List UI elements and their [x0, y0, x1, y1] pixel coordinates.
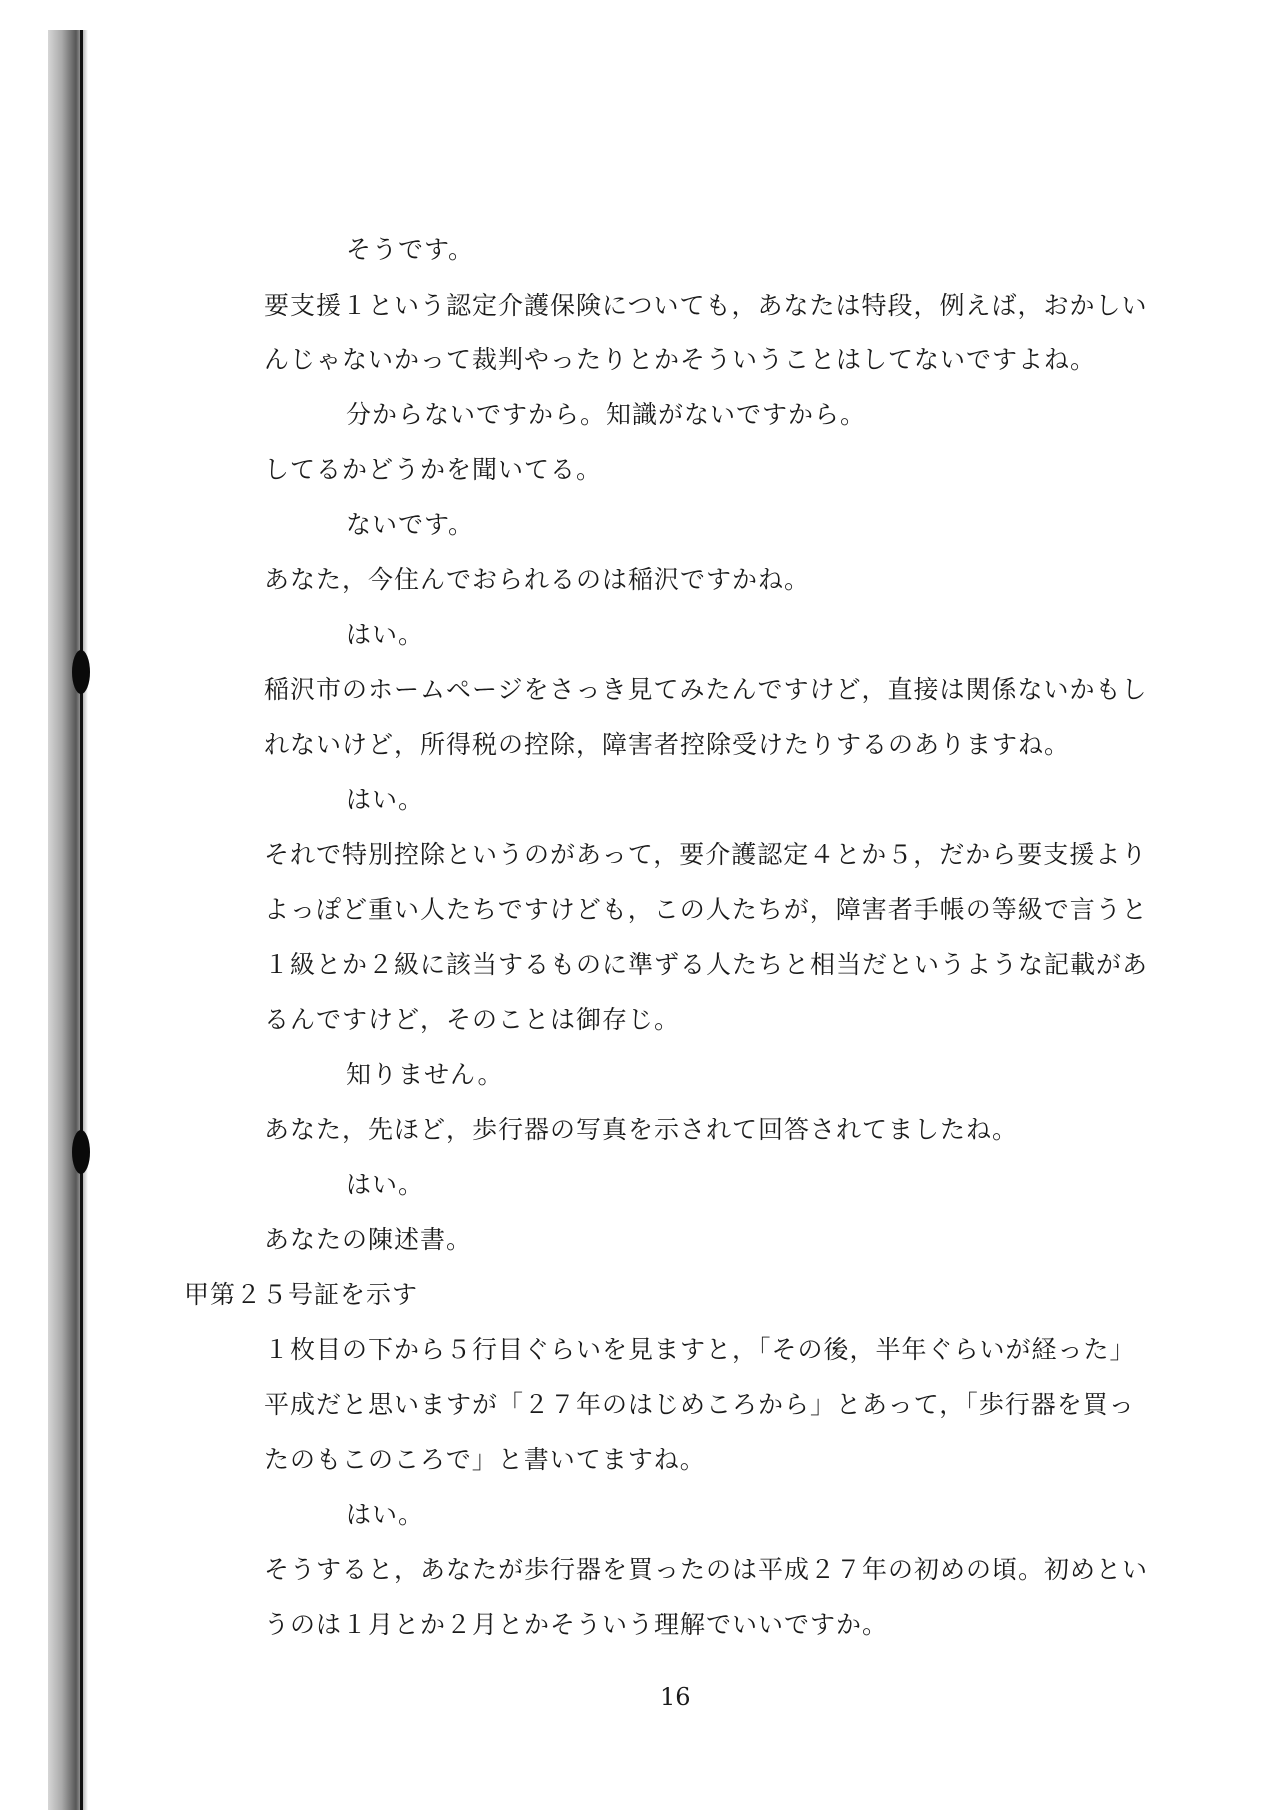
question-line: んじゃないかって裁判やったりとかそういうことはしてないですよね。	[264, 345, 1097, 374]
question-line: るんですけど，そのことは御存じ。	[264, 1005, 681, 1034]
question-line: あなたの陳述書。	[264, 1225, 473, 1254]
question-line: よっぽど重い人たちですけども，この人たちが，障害者手帳の等級で言うと	[264, 895, 1148, 924]
answer-line: はい。	[346, 1170, 425, 1199]
punch-hole-icon	[72, 1130, 90, 1174]
scan-binding-line	[80, 30, 83, 1810]
question-line: あなた，今住んでおられるのは稲沢ですかね。	[264, 565, 811, 594]
answer-line: ないです。	[346, 510, 475, 539]
question-line: 平成だと思いますが「２７年のはじめころから」とあって，「歩行器を買っ	[264, 1390, 1135, 1419]
question-line: そうすると，あなたが歩行器を買ったのは平成２７年の初めの頃。初めとい	[264, 1555, 1149, 1584]
punch-hole-icon	[72, 650, 90, 694]
answer-line: はい。	[346, 785, 425, 814]
answer-line: はい。	[346, 1500, 425, 1529]
answer-line: 知りません。	[346, 1060, 504, 1089]
question-line: うのは１月とか２月とかそういう理解でいいですか。	[264, 1610, 889, 1639]
question-line: 稲沢市のホームページをさっき見てみたんですけど，直接は関係ないかもし	[264, 675, 1148, 704]
question-line: １級とか２級に該当するものに準ずる人たちと相当だというような記載があ	[264, 950, 1149, 979]
question-line: たのもこのころで」と書いてますね。	[264, 1445, 706, 1474]
question-line: れないけど，所得税の控除，障害者控除受けたりするのありますね。	[264, 730, 1071, 759]
question-line: してるかどうかを聞いてる。	[264, 455, 603, 484]
answer-line: はい。	[346, 620, 425, 649]
page-number: 16	[660, 1683, 691, 1711]
question-line: １枚目の下から５行目ぐらいを見ますと，「その後，半年ぐらいが経った」	[264, 1335, 1136, 1364]
answer-line: 分からないですから。知識がないですから。	[346, 400, 867, 429]
question-line: 要支援１という認定介護保険についても，あなたは特段，例えば，おかしい	[264, 291, 1148, 320]
question-line: それで特別控除というのがあって，要介護認定４とか５，だから要支援より	[264, 840, 1148, 869]
exhibit-note: 甲第２５号証を示す	[184, 1280, 419, 1309]
question-line: あなた，先ほど，歩行器の写真を示されて回答されてましたね。	[264, 1115, 1019, 1144]
answer-line: そうです。	[346, 235, 475, 264]
